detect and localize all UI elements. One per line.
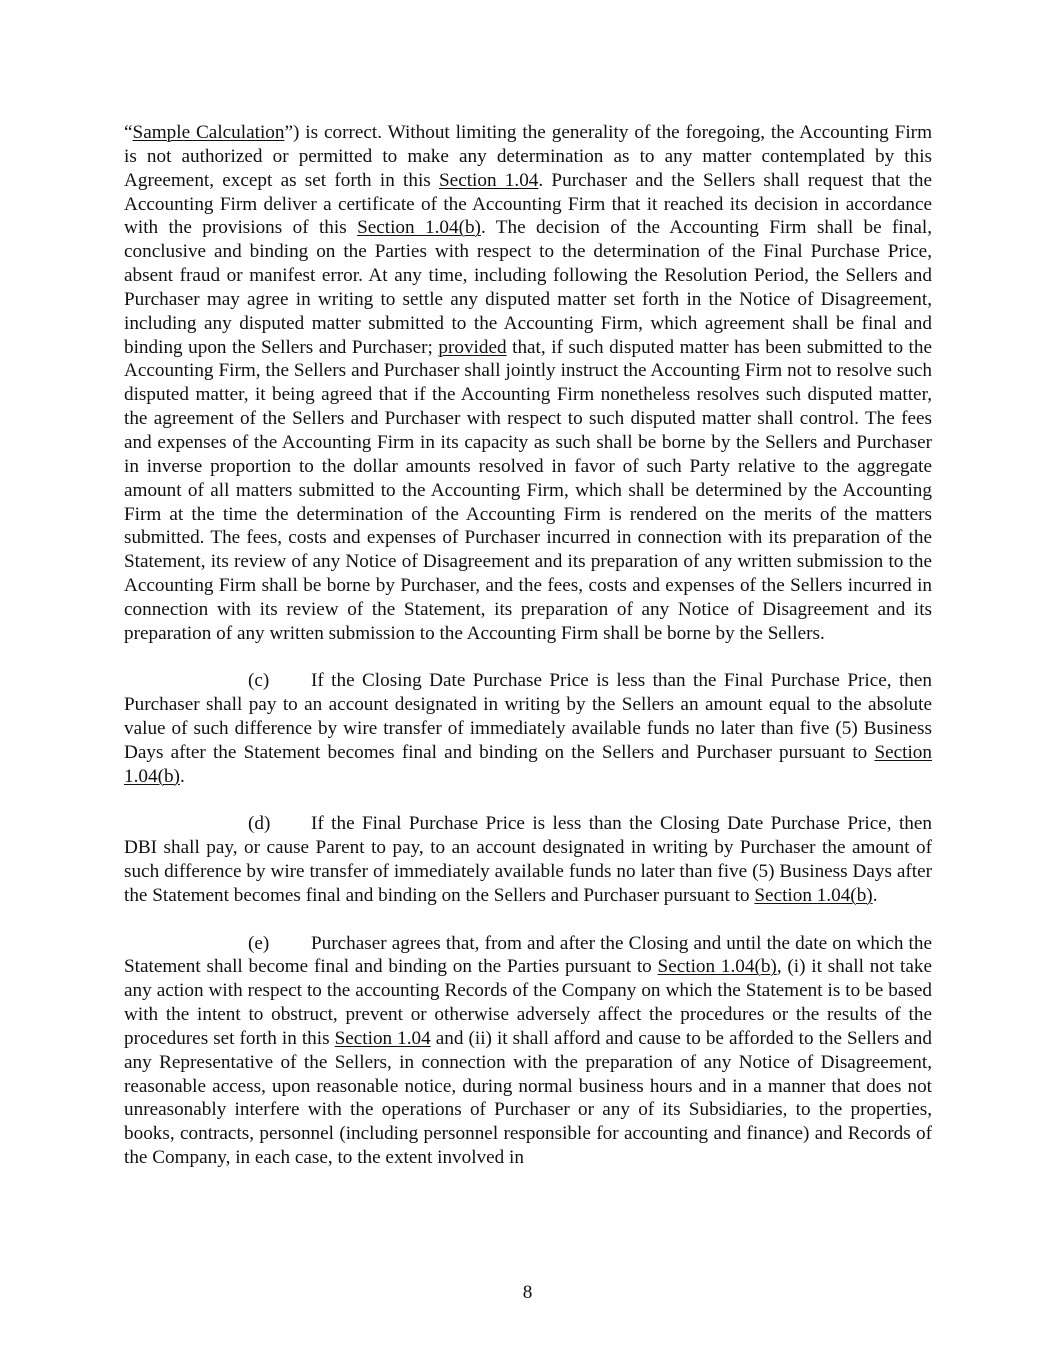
text-run: , (i) it shall not take any action with respect to the accounting Records of the Company on which the Statement is to be based with the intent to obstruct, prevent or otherwise adversely affect the procedures or the results of the procedures set forth in this (124, 956, 932, 1049)
paragraph-label: (d) (248, 813, 271, 835)
text-run: Purchaser agrees that, from and after the Closing and until the date on which the Statement shall become final and binding on the Parties pursuant to (124, 932, 932, 978)
text-run: If the Closing Date Purchase Price is less than the Final Purchase Price, then Purchaser shall pay to an account designated in writing by the Sellers an amount equal to the absolute value of such difference by wire transfer of immediately available funds no later than five (5) Business Days after the Statement becomes final and binding on the Sellers and Purchaser pursuant to (124, 670, 932, 763)
paragraph-continued (124, 121, 932, 646)
page-number: 8 (522, 1282, 533, 1303)
section-reference: Section 1.04(b) (754, 884, 873, 906)
text-run: ”) is correct. Without limiting the generality of the foregoing, the Accounting Firm is not authorized or permitted to make any determination as to any matter contemplated by this Agreement, except as set forth in this (124, 122, 932, 191)
paragraph-c (124, 669, 932, 788)
text-run: . Purchaser and the Sellers shall request that the Accounting Firm deliver a certificate of the Accounting Firm that it reached its decision in accordance with the provisions of this (124, 169, 932, 239)
section-reference: Section 1.04(b) (657, 956, 777, 978)
paragraph-d (124, 812, 932, 907)
section-reference: Section 1.04 (334, 1027, 431, 1049)
proviso-term: provided (438, 336, 507, 358)
paragraph-label: (e) (248, 932, 270, 954)
section-reference: Section 1.04(b) (357, 217, 481, 239)
text-run: that, if such disputed matter has been submitted to the Accounting Firm, the Sellers and Purchaser shall jointly instruct the Accounting Firm not to resolve such disputed matter, it being agreed that if the Accounting Firm nonetheless resolves such disputed matter, the agreement of the Sellers and Purchaser with respect to such disputed matter shall control. The fees and expenses of the Accounting Firm in its capacity as such shall be borne by the Sellers and Purchaser in inverse proportion to the dollar amounts resolved in favor of such Party relative to the aggregate amount of all matters submitted to the Accounting Firm, which shall be determined by the Accounting Firm at the time the determination of the Accounting Firm is rendered on the merits of the matters submitted. The fees, costs and expenses of Purchaser incurred in connection with its preparation of the Statement, its review of any Notice of Disagreement and its preparation of any written submission to the Accounting Firm shall be borne by Purchaser, and the fees, costs and expenses of the Sellers incurred in connection with its review of the Statement, its preparation of any Notice of Disagreement and its preparation of any written submission to the Accounting Firm shall be borne by the Sellers. (124, 336, 932, 644)
text-run: . (179, 765, 185, 787)
section-reference: Section 1.04 (439, 169, 539, 191)
text-run: and (ii) it shall afford and cause to be afforded to the Sellers and any Representative of the Sellers, in connection with the preparation of any Notice of Disagreement, reasonable access, upon reasonable notice, during normal business hours and in a manner that does not unreasonably interfere with the operations of Purchaser or any of its Subsidiaries, to the properties, books, contracts, personnel (including personnel responsible for accounting and finance) and Records of the Company, in each case, to the extent involved in (124, 1027, 932, 1169)
defined-term-sample-calculation: Sample Calculation (132, 122, 285, 143)
text-run: . The decision of the Accounting Firm shall be final, conclusive and binding on the Parties with respect to the determination of the Final Purchase Price, absent fraud or manifest error. At any time, including following the Resolution Period, the Sellers and Purchaser may agree in writing to settle any disputed matter set forth in the Notice of Disagreement, including any disputed matter submitted to the Accounting Firm, which agreement shall be final and binding upon the Sellers and Purchaser; (124, 217, 932, 358)
text-run: If the Final Purchase Price is less than the Closing Date Purchase Price, then DBI shall pay, or cause Parent to pay, to an account designated in writing by Purchaser the amount of such difference by wire transfer of immediately available funds no later than five (5) Business Days after the Statement becomes final and binding on the Sellers and Purchaser pursuant to (124, 813, 932, 906)
section-reference: Section 1.04(b) (124, 741, 932, 787)
paragraph-label: (c) (248, 670, 270, 692)
document-page (124, 121, 932, 1170)
text-run: . (872, 884, 878, 906)
paragraph-e (124, 932, 932, 1170)
text-run: “ (124, 122, 133, 143)
